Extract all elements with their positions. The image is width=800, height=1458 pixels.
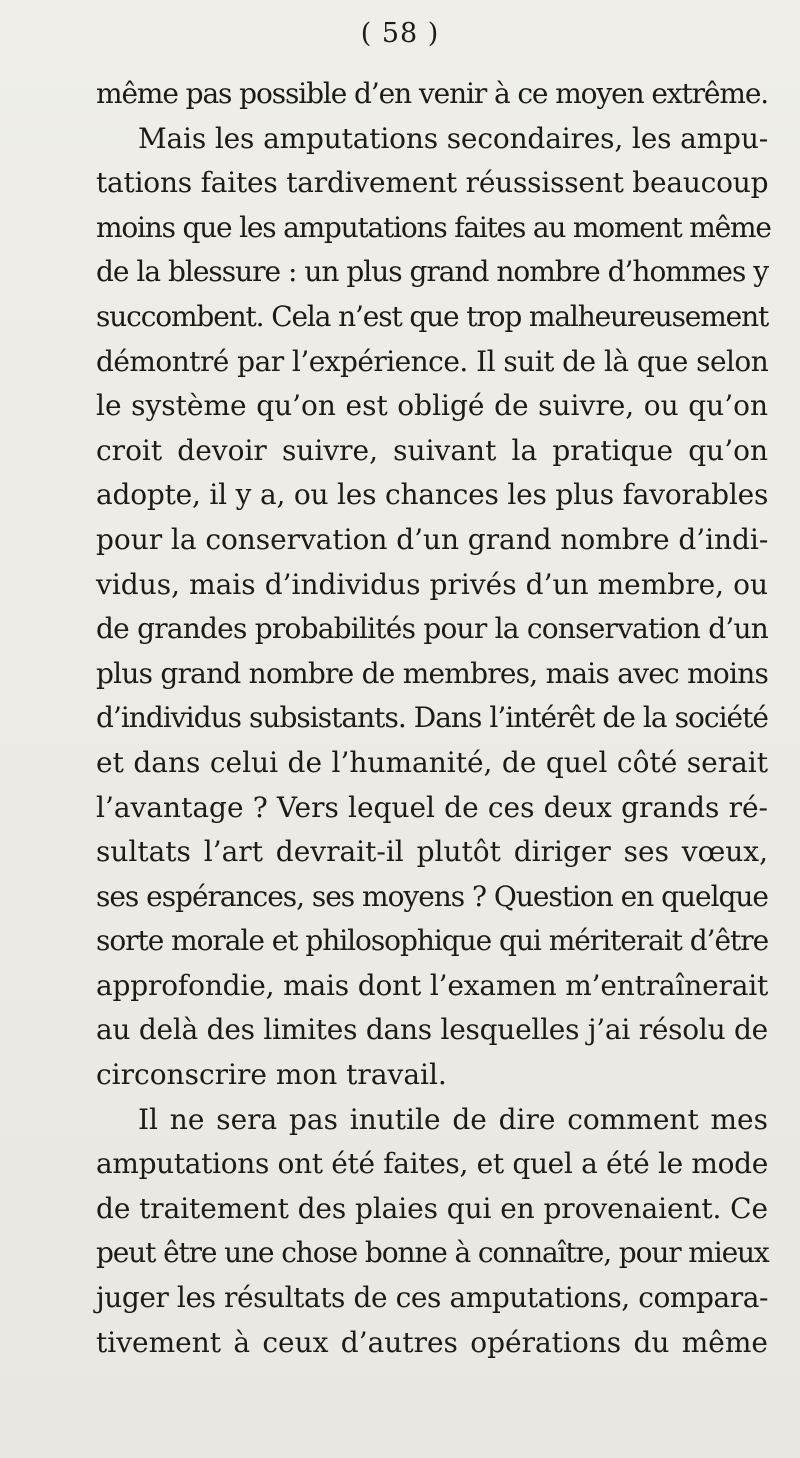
text-line: de la blessure : un plus grand nombre d’hommes y xyxy=(96,255,769,289)
text-line: amputations ont été faites, et quel a été le mode xyxy=(96,1147,769,1181)
text-line: pour la conservation d’un grand nombre d’indi- xyxy=(96,522,769,556)
text-line: tations faites tardivement réussissent beaucoup xyxy=(96,166,769,200)
page-number: ( 58 ) xyxy=(360,18,440,49)
text-line: Mais les amputations secondaires, les ampu- xyxy=(138,121,768,155)
text-line: de traitement des plaies qui en provenaient. Ce xyxy=(96,1191,768,1225)
text-line: le système qu’on est obligé de suivre, ou qu’on xyxy=(96,389,768,423)
text-line: croit devoir suivre, suivant la pratique qu’on xyxy=(96,433,768,467)
text-line: de grandes probabilités pour la conservation d’un xyxy=(96,612,768,646)
text-line: l’avantage ? Vers lequel de ces deux grands ré- xyxy=(96,790,768,824)
text-line: sorte morale et philosophique qui mériterait d’être xyxy=(96,924,769,958)
text-line: succombent. Cela n’est que trop malheureusement xyxy=(96,299,769,333)
text-line: circonscrire mon travail. xyxy=(96,1058,447,1092)
text-line: d’individus subsistants. Dans l’intérêt de la société xyxy=(96,701,768,735)
text-line: adopte, il y a, ou les chances les plus favorables xyxy=(96,478,769,512)
text-line: juger les résultats de ces amputations, compara- xyxy=(96,1281,768,1315)
text-line: ses espérances, ses moyens ? Question en quelque xyxy=(96,879,768,913)
text-line: peut être une chose bonne à connaître, pour mieux xyxy=(96,1236,769,1270)
text-line: plus grand nombre de membres, mais avec moins xyxy=(96,656,769,690)
text-line: vidus, mais d’individus privés d’un membre, ou xyxy=(96,567,768,601)
text-line: approfondie, mais dont l’examen m’entraînerait xyxy=(96,968,769,1002)
text-line: au delà des limites dans lesquelles j’ai résolu de xyxy=(96,1013,768,1047)
text-line: Il ne sera pas inutile de dire comment mes xyxy=(138,1102,768,1136)
text-line: moins que les amputations faites au moment même xyxy=(96,210,771,244)
text-line: même pas possible d’en venir à ce moyen extrême. xyxy=(96,77,769,110)
body-text xyxy=(96,72,771,1365)
text-line: tivement à ceux d’autres opérations du même xyxy=(96,1325,768,1359)
text-line: sultats l’art devrait-il plutôt diriger ses vœux, xyxy=(96,835,768,869)
text-line: démontré par l’expérience. Il suit de là que selon xyxy=(96,344,769,378)
text-line: et dans celui de l’humanité, de quel côté serait xyxy=(96,745,768,779)
